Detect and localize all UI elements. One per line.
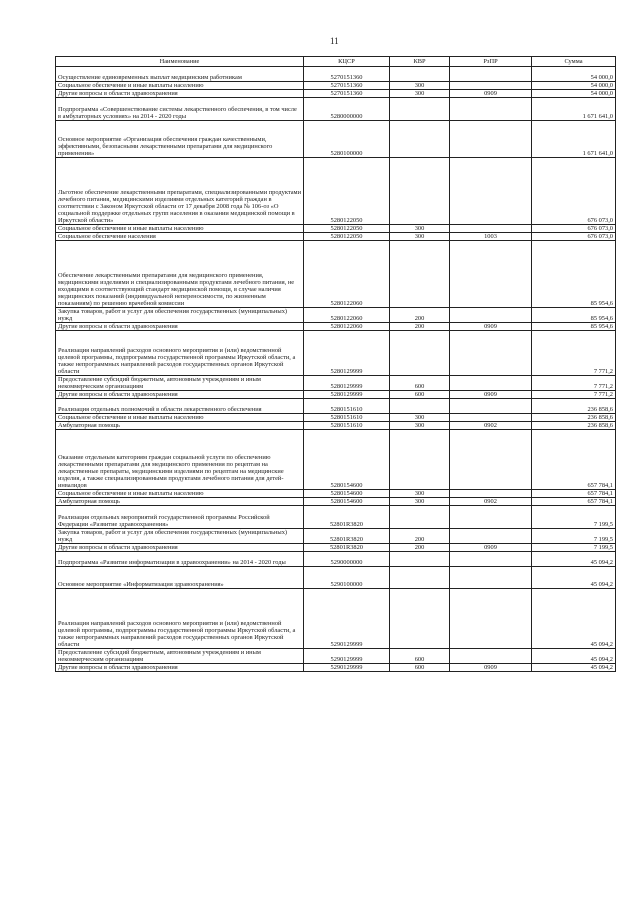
row-rzpr: 0902 [450,422,532,430]
row-rzpr [450,529,532,544]
table-row [56,664,616,672]
row-rzpr [450,506,532,529]
table-row [56,67,616,82]
table-row [56,414,616,422]
row-kvr [390,98,450,121]
row-name: Социальное обеспечение и иные выплаты населению [56,82,304,90]
table-row [56,589,616,649]
row-kcsr: 5290100000 [304,567,390,589]
row-kcsr: 5280122050 [304,158,390,225]
row-rzpr [450,241,532,308]
row-name: Социальное обеспечение населения [56,233,304,241]
row-sum: 7 771,2 [532,376,616,391]
budget-table [55,56,616,672]
row-kcsr: 5280129999 [304,376,390,391]
row-sum: 1 671 641,0 [532,98,616,121]
row-kcsr: 5280122050 [304,225,390,233]
row-kcsr: 5280154600 [304,430,390,490]
row-rzpr [450,376,532,391]
row-kcsr: 5280129999 [304,391,390,399]
row-kvr [390,331,450,376]
row-kvr [390,158,450,225]
header-rzpr: РзПР [450,57,532,67]
row-kvr: 300 [390,233,450,241]
row-name: Амбулаторная помощь [56,422,304,430]
row-rzpr [450,649,532,664]
table-row [56,430,616,490]
row-kcsr: 5280122060 [304,241,390,308]
row-sum: 7 771,2 [532,331,616,376]
row-sum: 676 073,0 [532,233,616,241]
row-kvr [390,399,450,414]
row-kcsr: 5280122060 [304,308,390,323]
table-row [56,308,616,323]
row-sum: 45 094,2 [532,567,616,589]
row-rzpr [450,225,532,233]
row-sum: 657 784,1 [532,490,616,498]
row-sum: 45 094,2 [532,589,616,649]
row-rzpr [450,567,532,589]
row-rzpr: 0909 [450,323,532,331]
row-kvr: 200 [390,323,450,331]
row-kcsr: 52801R3820 [304,529,390,544]
row-sum: 7 771,2 [532,391,616,399]
row-name: Осуществление единовременных выплат медицинским работникам [56,67,304,82]
row-kvr [390,589,450,649]
row-name: Другие вопросы в области здравоохранения [56,664,304,672]
table-row [56,376,616,391]
row-kcsr: 5280122050 [304,233,390,241]
row-name: Подпрограмма «Развитие информатизации в здравоохранении» на 2014 - 2020 годы [56,552,304,567]
row-sum: 7 199,5 [532,506,616,529]
row-rzpr [450,308,532,323]
row-kvr [390,241,450,308]
table-row [56,544,616,552]
row-sum: 7 199,5 [532,529,616,544]
table-row [56,391,616,399]
row-kvr: 600 [390,391,450,399]
row-rzpr: 1003 [450,233,532,241]
row-name: Закупка товаров, работ и услуг для обеспечения государственных (муниципальных) нужд [56,308,304,323]
row-name: Предоставление субсидий бюджетным, автономным учреждениям и иным некоммерческим организациям [56,649,304,664]
row-rzpr [450,552,532,567]
row-sum: 45 094,2 [532,664,616,672]
row-name: Оказание отдельным категориям граждан социальной услуги по обеспечению лекарственными препаратами для медицинского применения по рецептам на лекарственные препараты, медицинскими изделиями по рецептам на медицинские изделия, а также специализированными продуктами лечебного питания для детей-инвалидов [56,430,304,490]
row-kvr [390,67,450,82]
row-name: Льготное обеспечение лекарственными препаратами, специализированными продуктами лечебного питания, медицинскими изделиями отдельных категорий граждан в соответствии с Законом Иркутской области от 17 декабря 2008 года № 106-оз «О социальной поддержке отдельных групп населения в оказании медицинской помощи в Иркутской области» [56,158,304,225]
row-name: Амбулаторная помощь [56,498,304,506]
row-kcsr: 5290000000 [304,552,390,567]
row-rzpr [450,121,532,158]
row-kcsr: 52801R3820 [304,506,390,529]
row-kcsr: 5280151610 [304,399,390,414]
row-rzpr [450,490,532,498]
row-kvr [390,506,450,529]
table-row [56,552,616,567]
row-name: Другие вопросы в области здравоохранения [56,323,304,331]
row-kvr: 300 [390,90,450,98]
row-rzpr [450,67,532,82]
table-row [56,233,616,241]
row-rzpr [450,589,532,649]
row-sum: 45 094,2 [532,649,616,664]
table-row [56,331,616,376]
table-row [56,121,616,158]
row-kcsr: 5290129999 [304,649,390,664]
row-name: Другие вопросы в области здравоохранения [56,391,304,399]
row-rzpr [450,98,532,121]
row-kcsr: 5280151610 [304,422,390,430]
row-kvr: 300 [390,490,450,498]
row-sum: 7 199,5 [532,544,616,552]
row-sum: 45 094,2 [532,552,616,567]
row-rzpr: 0909 [450,90,532,98]
row-kvr [390,121,450,158]
row-sum: 54 000,0 [532,90,616,98]
table-row [56,567,616,589]
row-sum: 236 858,6 [532,414,616,422]
row-name: Реализация отдельных полномочий в области лекарственного обеспечения [56,399,304,414]
page-number: 11 [330,36,339,46]
header-kcsr: КЦСР [304,57,390,67]
row-sum: 236 858,6 [532,422,616,430]
row-rzpr [450,430,532,490]
row-sum: 1 671 641,0 [532,121,616,158]
row-name: Основное мероприятие «Организация обеспечения граждан качественными, эффективными, безопасными лекарственными препаратами для медицинского применения» [56,121,304,158]
row-name: Другие вопросы в области здравоохранения [56,544,304,552]
row-kvr: 200 [390,529,450,544]
table-row [56,490,616,498]
row-kcsr: 5280129999 [304,331,390,376]
table-row [56,90,616,98]
row-name: Основное мероприятие «Информатизация здравоохранения» [56,567,304,589]
row-name: Обеспечение лекарственными препаратами для медицинского применения, медицинскими изделиями и специализированными продуктами лечебного питания, не входящими в соответствующий стандарт медицинской помощи, в случае наличия медицинских показаний (индивидуальной непереносимости, по жизненным показаниям) по решению врачебной комиссии [56,241,304,308]
row-kcsr: 5270151360 [304,82,390,90]
row-name: Социальное обеспечение и иные выплаты населению [56,414,304,422]
header-name: Наименование [56,57,304,67]
row-sum: 54 000,0 [532,82,616,90]
row-rzpr: 0909 [450,544,532,552]
row-name: Подпрограмма «Совершенствование системы лекарственного обеспечения, в том числе в амбулаторных условиях» на 2014 - 2020 годы [56,98,304,121]
table-row [56,98,616,121]
row-kcsr: 52801R3820 [304,544,390,552]
row-name: Реализация отдельных мероприятий государственной программы Российской Федерации «Развитие здравоохранения» [56,506,304,529]
table-row [56,498,616,506]
row-kvr: 300 [390,414,450,422]
row-sum: 676 073,0 [532,225,616,233]
row-sum: 236 858,6 [532,399,616,414]
row-kcsr: 5280000000 [304,98,390,121]
table-row [56,422,616,430]
row-name: Другие вопросы в области здравоохранения [56,90,304,98]
row-kcsr: 5280154600 [304,498,390,506]
row-rzpr [450,82,532,90]
row-sum: 657 784,1 [532,498,616,506]
row-kvr: 600 [390,649,450,664]
row-name: Предоставление субсидий бюджетным, автономным учреждениям и иным некоммерческим организациям [56,376,304,391]
row-kcsr: 5280122060 [304,323,390,331]
table-row [56,225,616,233]
row-kvr [390,430,450,490]
table-row [56,649,616,664]
row-rzpr [450,399,532,414]
table-row [56,158,616,225]
row-kvr: 600 [390,376,450,391]
row-name: Реализация направлений расходов основного мероприятия и (или) ведомственной целевой программы, подпрограммы государственной программы Иркутской области, а также непрограммных направлений расходов государственных органов Иркутской области [56,331,304,376]
row-kcsr: 5270151360 [304,67,390,82]
row-kcsr: 5290129999 [304,589,390,649]
row-kcsr: 5280151610 [304,414,390,422]
row-sum: 657 784,1 [532,430,616,490]
row-sum: 676 073,0 [532,158,616,225]
row-kvr: 300 [390,422,450,430]
table-row [56,399,616,414]
table-row [56,82,616,90]
table-row [56,241,616,308]
table-header-row [56,57,616,67]
header-sum: Сумма [532,57,616,67]
row-sum: 85 954,6 [532,241,616,308]
row-rzpr: 0909 [450,664,532,672]
row-rzpr [450,414,532,422]
row-kvr: 200 [390,544,450,552]
row-kcsr: 5290129999 [304,664,390,672]
row-kvr: 300 [390,225,450,233]
row-kcsr: 5280100000 [304,121,390,158]
row-kvr: 200 [390,308,450,323]
table-row [56,506,616,529]
row-kvr: 600 [390,664,450,672]
table-row [56,529,616,544]
row-kvr: 300 [390,82,450,90]
row-kcsr: 5280154600 [304,490,390,498]
row-name: Реализация направлений расходов основного мероприятия и (или) ведомственной целевой программы, подпрограммы государственной программы Иркутской области, а также непрограммных направлений расходов государственных органов Иркутской области [56,589,304,649]
row-rzpr: 0909 [450,391,532,399]
row-name: Закупка товаров, работ и услуг для обеспечения государственных (муниципальных) нужд [56,529,304,544]
row-sum: 85 954,6 [532,323,616,331]
row-kvr [390,567,450,589]
row-kvr: 300 [390,498,450,506]
table-row [56,323,616,331]
row-kcsr: 5270151360 [304,90,390,98]
row-rzpr: 0902 [450,498,532,506]
row-rzpr [450,158,532,225]
row-sum: 54 000,0 [532,67,616,82]
row-kvr [390,552,450,567]
row-name: Социальное обеспечение и иные выплаты населению [56,225,304,233]
row-rzpr [450,331,532,376]
header-kvr: КВР [390,57,450,67]
row-sum: 85 954,6 [532,308,616,323]
row-name: Социальное обеспечение и иные выплаты населению [56,490,304,498]
